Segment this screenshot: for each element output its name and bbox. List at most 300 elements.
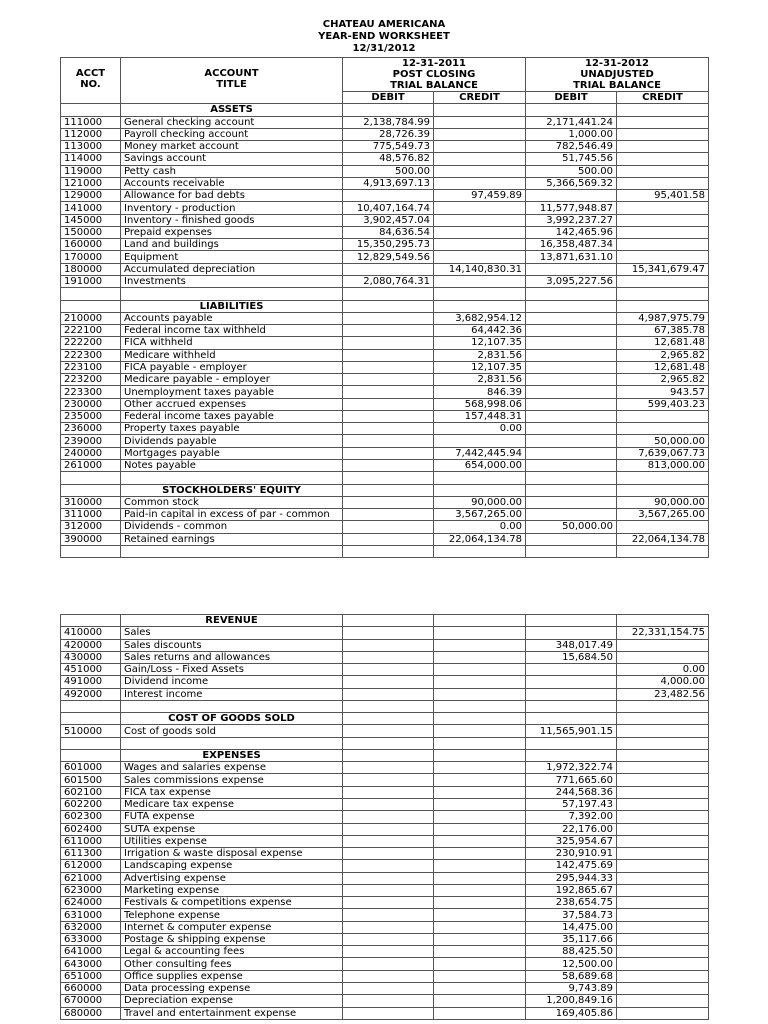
- credit-2011: 157,448.31: [434, 410, 526, 422]
- debit-2012: 15,684.50: [526, 651, 617, 663]
- debit-2011: [343, 762, 434, 774]
- credit-2012: 15,341,679.47: [617, 263, 709, 275]
- credit-2012: 67,385.78: [617, 325, 709, 337]
- account-title: Payroll checking account: [121, 128, 343, 140]
- account-title: Federal income taxes payable: [121, 410, 343, 422]
- credit-2011: 2,831.56: [434, 374, 526, 386]
- debit-2011: [343, 774, 434, 786]
- credit-2011: 97,459.89: [434, 190, 526, 202]
- empty-cell: [617, 737, 709, 749]
- account-row: [61, 651, 709, 663]
- debit-2011: [343, 1007, 434, 1019]
- acct-cell: [61, 300, 121, 312]
- credit-2011: [434, 275, 526, 287]
- debit-2012: 50,000.00: [526, 521, 617, 533]
- debit-2011: [343, 921, 434, 933]
- debit-2012: [526, 676, 617, 688]
- credit-2012: [617, 995, 709, 1007]
- credit-2011: [434, 664, 526, 676]
- debit-2012: [526, 312, 617, 324]
- acct-no-header: [61, 58, 121, 104]
- acct-number: 510000: [61, 725, 121, 737]
- credit-2011: 14,140,830.31: [434, 263, 526, 275]
- account-row: [61, 823, 709, 835]
- debit-2011: [343, 447, 434, 459]
- debit-2012: 1,000.00: [526, 128, 617, 140]
- debit-2011: 2,080,764.31: [343, 275, 434, 287]
- acct-number: 310000: [61, 496, 121, 508]
- account-row: [61, 982, 709, 994]
- credit-2012: [617, 153, 709, 165]
- debit-2012: 771,665.60: [526, 774, 617, 786]
- account-title: Inventory - production: [121, 202, 343, 214]
- amount-cell: [526, 484, 617, 496]
- debit-2012: 169,405.86: [526, 1007, 617, 1019]
- account-row: [61, 374, 709, 386]
- account-row: [61, 435, 709, 447]
- credit-2012: 2,965.82: [617, 374, 709, 386]
- debit-2012: [526, 533, 617, 545]
- acct-cell: [61, 749, 121, 761]
- credit-2012: [617, 884, 709, 896]
- credit-2012: [617, 214, 709, 226]
- debit-2012: 22,176.00: [526, 823, 617, 835]
- debit-2012: 244,568.36: [526, 786, 617, 798]
- credit-2012: [617, 921, 709, 933]
- account-title: Equipment: [121, 251, 343, 263]
- blank-row: [61, 288, 709, 300]
- account-row: [61, 447, 709, 459]
- account-title: Other accrued expenses: [121, 398, 343, 410]
- account-row: [61, 762, 709, 774]
- debit-2012: [526, 627, 617, 639]
- section-title: COST OF GOODS SOLD: [121, 713, 343, 725]
- credit-2011: [434, 651, 526, 663]
- debit-2011: [343, 872, 434, 884]
- credit-2011: [434, 897, 526, 909]
- account-title: Office supplies expense: [121, 970, 343, 982]
- account-row: [61, 190, 709, 202]
- debit-2012: [526, 374, 617, 386]
- account-title: FUTA expense: [121, 811, 343, 823]
- debit-2012: [526, 361, 617, 373]
- account-title: Gain/Loss - Fixed Assets: [121, 664, 343, 676]
- credit-2011: 654,000.00: [434, 459, 526, 471]
- amount-cell: [343, 300, 434, 312]
- empty-cell: [434, 545, 526, 557]
- account-row: [61, 725, 709, 737]
- amount-cell: [526, 104, 617, 116]
- account-title: Marketing expense: [121, 884, 343, 896]
- amount-cell: [526, 300, 617, 312]
- acct-number: 632000: [61, 921, 121, 933]
- debit-2012: [526, 447, 617, 459]
- acct-number: 601500: [61, 774, 121, 786]
- credit-2012: [617, 835, 709, 847]
- debit-2011: [343, 533, 434, 545]
- amount-cell: [526, 749, 617, 761]
- credit-2011: [434, 1007, 526, 1019]
- credit-2011: 22,064,134.78: [434, 533, 526, 545]
- acct-number: 611000: [61, 835, 121, 847]
- account-row: [61, 177, 709, 189]
- credit-2011: [434, 725, 526, 737]
- credit-2011: [434, 933, 526, 945]
- debit-2012: [526, 349, 617, 361]
- amount-cell: [434, 104, 526, 116]
- credit-2011: 12,107.35: [434, 361, 526, 373]
- credit-2012: [617, 982, 709, 994]
- credit-2012: [617, 872, 709, 884]
- amount-cell: [434, 713, 526, 725]
- acct-cell: [61, 104, 121, 116]
- account-title: Interest income: [121, 688, 343, 700]
- credit-2012: [617, 946, 709, 958]
- account-row: [61, 386, 709, 398]
- debit-2012: 11,577,948.87: [526, 202, 617, 214]
- empty-cell: [526, 288, 617, 300]
- credit-2011: [434, 202, 526, 214]
- acct-number: 602200: [61, 798, 121, 810]
- account-title: Accumulated depreciation: [121, 263, 343, 275]
- amount-cell: [434, 484, 526, 496]
- debit-2012: 51,745.56: [526, 153, 617, 165]
- empty-cell: [61, 288, 121, 300]
- account-row: [61, 509, 709, 521]
- empty-cell: [434, 472, 526, 484]
- credit-2011: 846.39: [434, 386, 526, 398]
- empty-cell: [61, 472, 121, 484]
- debit-2011: [343, 423, 434, 435]
- account-title: Dividends - common: [121, 521, 343, 533]
- debit-2012: [526, 688, 617, 700]
- acct-number: 261000: [61, 459, 121, 471]
- section-row: [61, 484, 709, 496]
- credit-2012: [617, 1007, 709, 1019]
- account-title: Medicare tax expense: [121, 798, 343, 810]
- credit-2011: [434, 798, 526, 810]
- credit-2011: [434, 774, 526, 786]
- credit-2011: [434, 995, 526, 1007]
- debit-2012: [526, 664, 617, 676]
- amount-cell: [617, 300, 709, 312]
- debit-2012: 142,465.96: [526, 226, 617, 238]
- acct-cell: [61, 615, 121, 627]
- debit-2011: [343, 786, 434, 798]
- debit-2012: 142,475.69: [526, 860, 617, 872]
- account-row: [61, 202, 709, 214]
- debit-2012: [526, 398, 617, 410]
- credit-2011: 2,831.56: [434, 349, 526, 361]
- debit-2012: 35,117.66: [526, 933, 617, 945]
- debit-2012: 238,654.75: [526, 897, 617, 909]
- debit-2011: [343, 982, 434, 994]
- account-row: [61, 946, 709, 958]
- account-title: SUTA expense: [121, 823, 343, 835]
- debit-2012: 295,944.33: [526, 872, 617, 884]
- acct-header-line-2: NO.: [80, 79, 101, 90]
- trial-balance-table-1: [60, 57, 709, 558]
- empty-cell: [526, 545, 617, 557]
- account-row: [61, 970, 709, 982]
- empty-cell: [343, 288, 434, 300]
- acct-number: 129000: [61, 190, 121, 202]
- section-row: [61, 104, 709, 116]
- credit-2012: [617, 239, 709, 251]
- account-title: Allowance for bad debts: [121, 190, 343, 202]
- section-title: ASSETS: [121, 104, 343, 116]
- credit-2012: [617, 798, 709, 810]
- credit-2012: [617, 897, 709, 909]
- empty-cell: [121, 700, 343, 712]
- account-row: [61, 627, 709, 639]
- credit-2011: [434, 177, 526, 189]
- account-row: [61, 337, 709, 349]
- credit-2012: 0.00: [617, 664, 709, 676]
- debit-2012: [526, 263, 617, 275]
- credit-2012: [617, 410, 709, 422]
- credit-2011: [434, 872, 526, 884]
- account-title: General checking account: [121, 116, 343, 128]
- acct-number: 113000: [61, 141, 121, 153]
- acct-number: 612000: [61, 860, 121, 872]
- empty-cell: [343, 545, 434, 557]
- account-title: Accounts payable: [121, 312, 343, 324]
- credit-2012: 3,567,265.00: [617, 509, 709, 521]
- account-title: Sales discounts: [121, 639, 343, 651]
- acct-number: 235000: [61, 410, 121, 422]
- credit-2011: [434, 921, 526, 933]
- account-row: [61, 897, 709, 909]
- company-name: CHATEAU AMERICANA: [322, 19, 446, 30]
- debit-2011: 775,549.73: [343, 141, 434, 153]
- account-title: FICA withheld: [121, 337, 343, 349]
- debit-2012: 7,392.00: [526, 811, 617, 823]
- section-row: [61, 615, 709, 627]
- debit-2012: 13,871,631.10: [526, 251, 617, 263]
- credit-2012: 599,403.23: [617, 398, 709, 410]
- acct-number: 631000: [61, 909, 121, 921]
- credit-2011: [434, 214, 526, 226]
- acct-number: 222300: [61, 349, 121, 361]
- debit-2012: 14,475.00: [526, 921, 617, 933]
- amount-cell: [617, 749, 709, 761]
- debit-2011: [343, 349, 434, 361]
- debit-2011: [343, 459, 434, 471]
- debit-2011: [343, 725, 434, 737]
- acct-number: 223300: [61, 386, 121, 398]
- debit-2012: 500.00: [526, 165, 617, 177]
- account-title: Data processing expense: [121, 982, 343, 994]
- amount-cell: [343, 713, 434, 725]
- credit-2012: 23,482.56: [617, 688, 709, 700]
- credit-2011: 0.00: [434, 423, 526, 435]
- section-row: [61, 300, 709, 312]
- amount-cell: [617, 104, 709, 116]
- debit-2011: [343, 374, 434, 386]
- account-row: [61, 423, 709, 435]
- account-row: [61, 496, 709, 508]
- credit-2012: [617, 202, 709, 214]
- credit-2012: [617, 860, 709, 872]
- account-title: Investments: [121, 275, 343, 287]
- debit-2012: [526, 509, 617, 521]
- account-title: Petty cash: [121, 165, 343, 177]
- period1-header: [343, 58, 526, 92]
- empty-cell: [343, 700, 434, 712]
- acct-number: 223100: [61, 361, 121, 373]
- acct-number: 160000: [61, 239, 121, 251]
- empty-cell: [617, 700, 709, 712]
- empty-cell: [434, 737, 526, 749]
- account-title: Internet & computer expense: [121, 921, 343, 933]
- account-row: [61, 958, 709, 970]
- debit-2011: [343, 897, 434, 909]
- debit-2011: 3,902,457.04: [343, 214, 434, 226]
- credit-2011: [434, 762, 526, 774]
- account-row: [61, 835, 709, 847]
- credit-2011: [434, 165, 526, 177]
- account-row: [61, 664, 709, 676]
- debit-header: DEBIT: [343, 92, 434, 104]
- debit-2011: 2,138,784.99: [343, 116, 434, 128]
- account-title: Wages and salaries expense: [121, 762, 343, 774]
- account-row: [61, 884, 709, 896]
- acct-number: 602100: [61, 786, 121, 798]
- amount-cell: [434, 615, 526, 627]
- credit-2011: [434, 909, 526, 921]
- credit-2012: 7,639,067.73: [617, 447, 709, 459]
- amount-cell: [526, 713, 617, 725]
- credit-2012: [617, 226, 709, 238]
- account-title-header: [121, 58, 343, 104]
- acct-number: 239000: [61, 435, 121, 447]
- debit-2011: 4,913,697.13: [343, 177, 434, 189]
- empty-cell: [61, 545, 121, 557]
- credit-2011: [434, 688, 526, 700]
- debit-2011: [343, 639, 434, 651]
- acct-number: 222100: [61, 325, 121, 337]
- account-row: [61, 786, 709, 798]
- credit-2012: [617, 423, 709, 435]
- debit-2012: 5,366,569.32: [526, 177, 617, 189]
- acct-number: 660000: [61, 982, 121, 994]
- acct-number: 420000: [61, 639, 121, 651]
- debit-2011: [343, 664, 434, 676]
- credit-2011: [434, 239, 526, 251]
- acct-number: 210000: [61, 312, 121, 324]
- acct-number: 680000: [61, 1007, 121, 1019]
- debit-2012: 37,584.73: [526, 909, 617, 921]
- account-row: [61, 848, 709, 860]
- credit-2011: [434, 958, 526, 970]
- credit-2012: 4,000.00: [617, 676, 709, 688]
- credit-header: CREDIT: [434, 92, 526, 104]
- acct-cell: [61, 484, 121, 496]
- debit-2012: 1,200,849.16: [526, 995, 617, 1007]
- debit-2011: [343, 312, 434, 324]
- acct-number: 624000: [61, 897, 121, 909]
- debit-2011: [343, 509, 434, 521]
- debit-2011: [343, 811, 434, 823]
- debit-2011: [343, 337, 434, 349]
- credit-2012: [617, 811, 709, 823]
- account-title: FICA tax expense: [121, 786, 343, 798]
- debit-2011: 84,636.54: [343, 226, 434, 238]
- credit-2011: [434, 128, 526, 140]
- credit-2011: [434, 982, 526, 994]
- credit-2011: [434, 639, 526, 651]
- debit-2012: 16,358,487.34: [526, 239, 617, 251]
- account-row: [61, 141, 709, 153]
- acct-number: 312000: [61, 521, 121, 533]
- empty-cell: [121, 472, 343, 484]
- acct-number: 150000: [61, 226, 121, 238]
- account-row: [61, 909, 709, 921]
- credit-2012: [617, 933, 709, 945]
- acct-number: 191000: [61, 275, 121, 287]
- debit-2011: [343, 496, 434, 508]
- account-row: [61, 275, 709, 287]
- account-title: Retained earnings: [121, 533, 343, 545]
- account-title: Federal income tax withheld: [121, 325, 343, 337]
- account-title: Depreciation expense: [121, 995, 343, 1007]
- debit-2011: 28,726.39: [343, 128, 434, 140]
- account-title: Common stock: [121, 496, 343, 508]
- period2-header: [526, 58, 709, 92]
- account-row: [61, 239, 709, 251]
- credit-2011: [434, 116, 526, 128]
- debit-2011: [343, 995, 434, 1007]
- debit-2012: [526, 496, 617, 508]
- debit-2012: 3,095,227.56: [526, 275, 617, 287]
- debit-2011: [343, 190, 434, 202]
- acct-number: 651000: [61, 970, 121, 982]
- debit-2011: [343, 398, 434, 410]
- debit-2012: [526, 325, 617, 337]
- account-row: [61, 688, 709, 700]
- credit-2011: 12,107.35: [434, 337, 526, 349]
- credit-2011: 90,000.00: [434, 496, 526, 508]
- credit-2011: [434, 435, 526, 447]
- credit-2012: 95,401.58: [617, 190, 709, 202]
- debit-2011: [343, 823, 434, 835]
- debit-2012: [526, 337, 617, 349]
- credit-2011: [434, 153, 526, 165]
- credit-2011: [434, 848, 526, 860]
- account-row: [61, 521, 709, 533]
- empty-cell: [526, 700, 617, 712]
- debit-2012: 11,565,901.15: [526, 725, 617, 737]
- debit-2012: 348,017.49: [526, 639, 617, 651]
- amount-cell: [343, 484, 434, 496]
- account-title: Savings account: [121, 153, 343, 165]
- credit-2012: 12,681.48: [617, 361, 709, 373]
- debit-header: DEBIT: [526, 92, 617, 104]
- credit-2011: 3,567,265.00: [434, 509, 526, 521]
- credit-2012: 12,681.48: [617, 337, 709, 349]
- account-title: Utilities expense: [121, 835, 343, 847]
- credit-2012: [617, 958, 709, 970]
- account-row: [61, 325, 709, 337]
- debit-2012: 3,992,237.27: [526, 214, 617, 226]
- account-row: [61, 263, 709, 275]
- blank-row: [61, 472, 709, 484]
- account-row: [61, 410, 709, 422]
- debit-2011: [343, 860, 434, 872]
- empty-cell: [617, 288, 709, 300]
- acct-number: 670000: [61, 995, 121, 1007]
